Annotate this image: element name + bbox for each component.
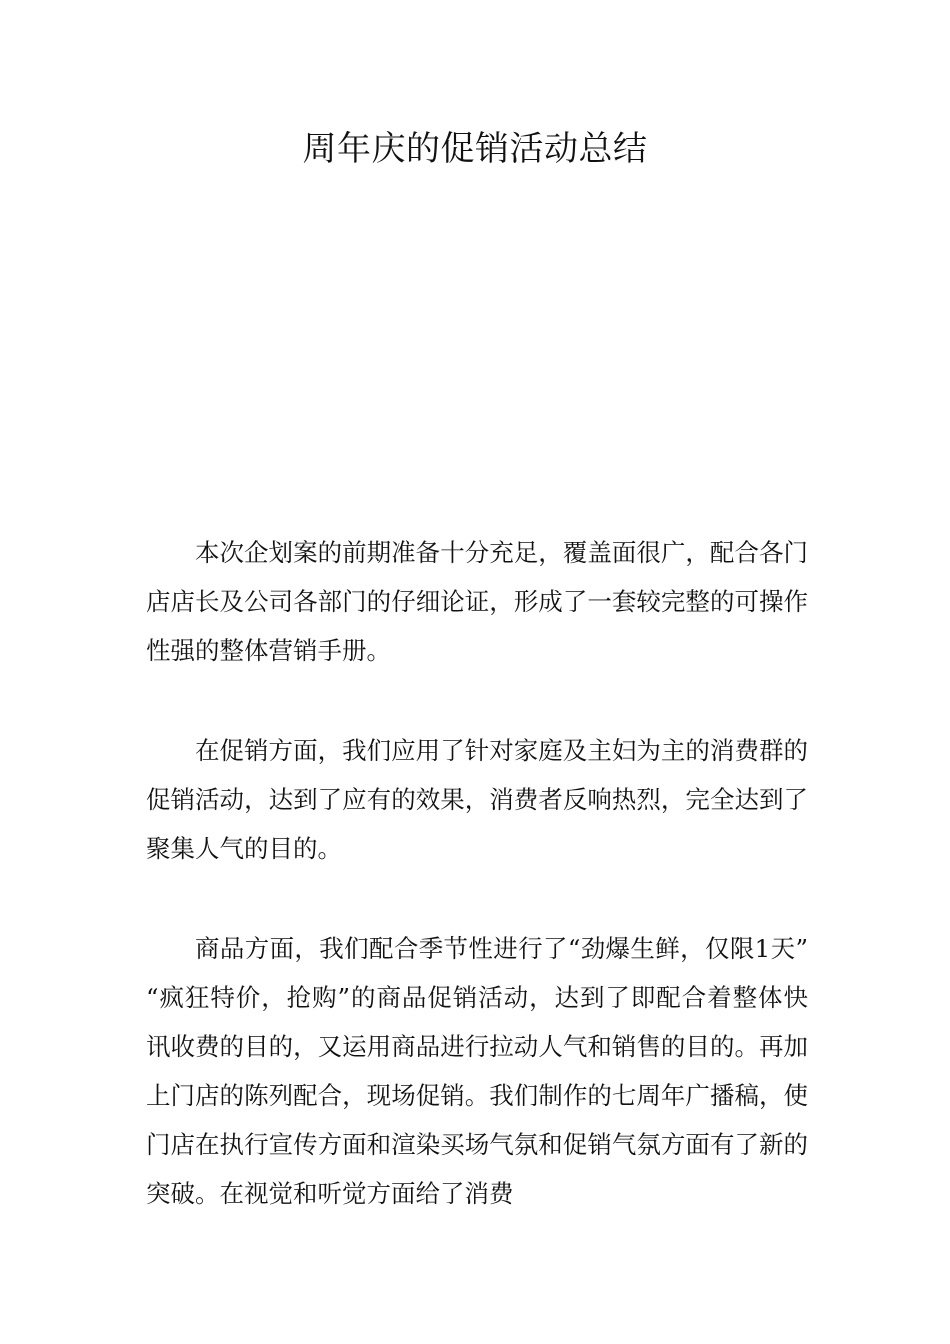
document-title: 周年庆的促销活动总结: [302, 129, 648, 169]
paragraph-1: 本次企划案的前期准备十分充足，覆盖面很广，配合各门店店长及公司各部门的仔细论证，形成了一套较完整的可操作性强的整体营销手册。: [146, 538, 808, 665]
document-body: [146, 528, 808, 1218]
paragraph-2: 在促销方面，我们应用了针对家庭及主妇为主的消费群的促销活动，达到了应有的效果，消费者反响热烈，完全达到了聚集人气的目的。: [146, 736, 808, 863]
paragraph-3: 商品方面，我们配合季节性进行了“劲爆生鲜，仅限1天”“疯狂特价，抢购”的商品促销活动，达到了即配合着整体快讯收费的目的，又运用商品进行拉动人气和销售的目的。再加上门店的陈列配合，现场促销。我们制作的七周年广播稿，使门店在执行宣传方面和渲染买场气氛和促销气氛方面有了新的突破。在视觉和听觉方面给了消费: [146, 934, 808, 1208]
